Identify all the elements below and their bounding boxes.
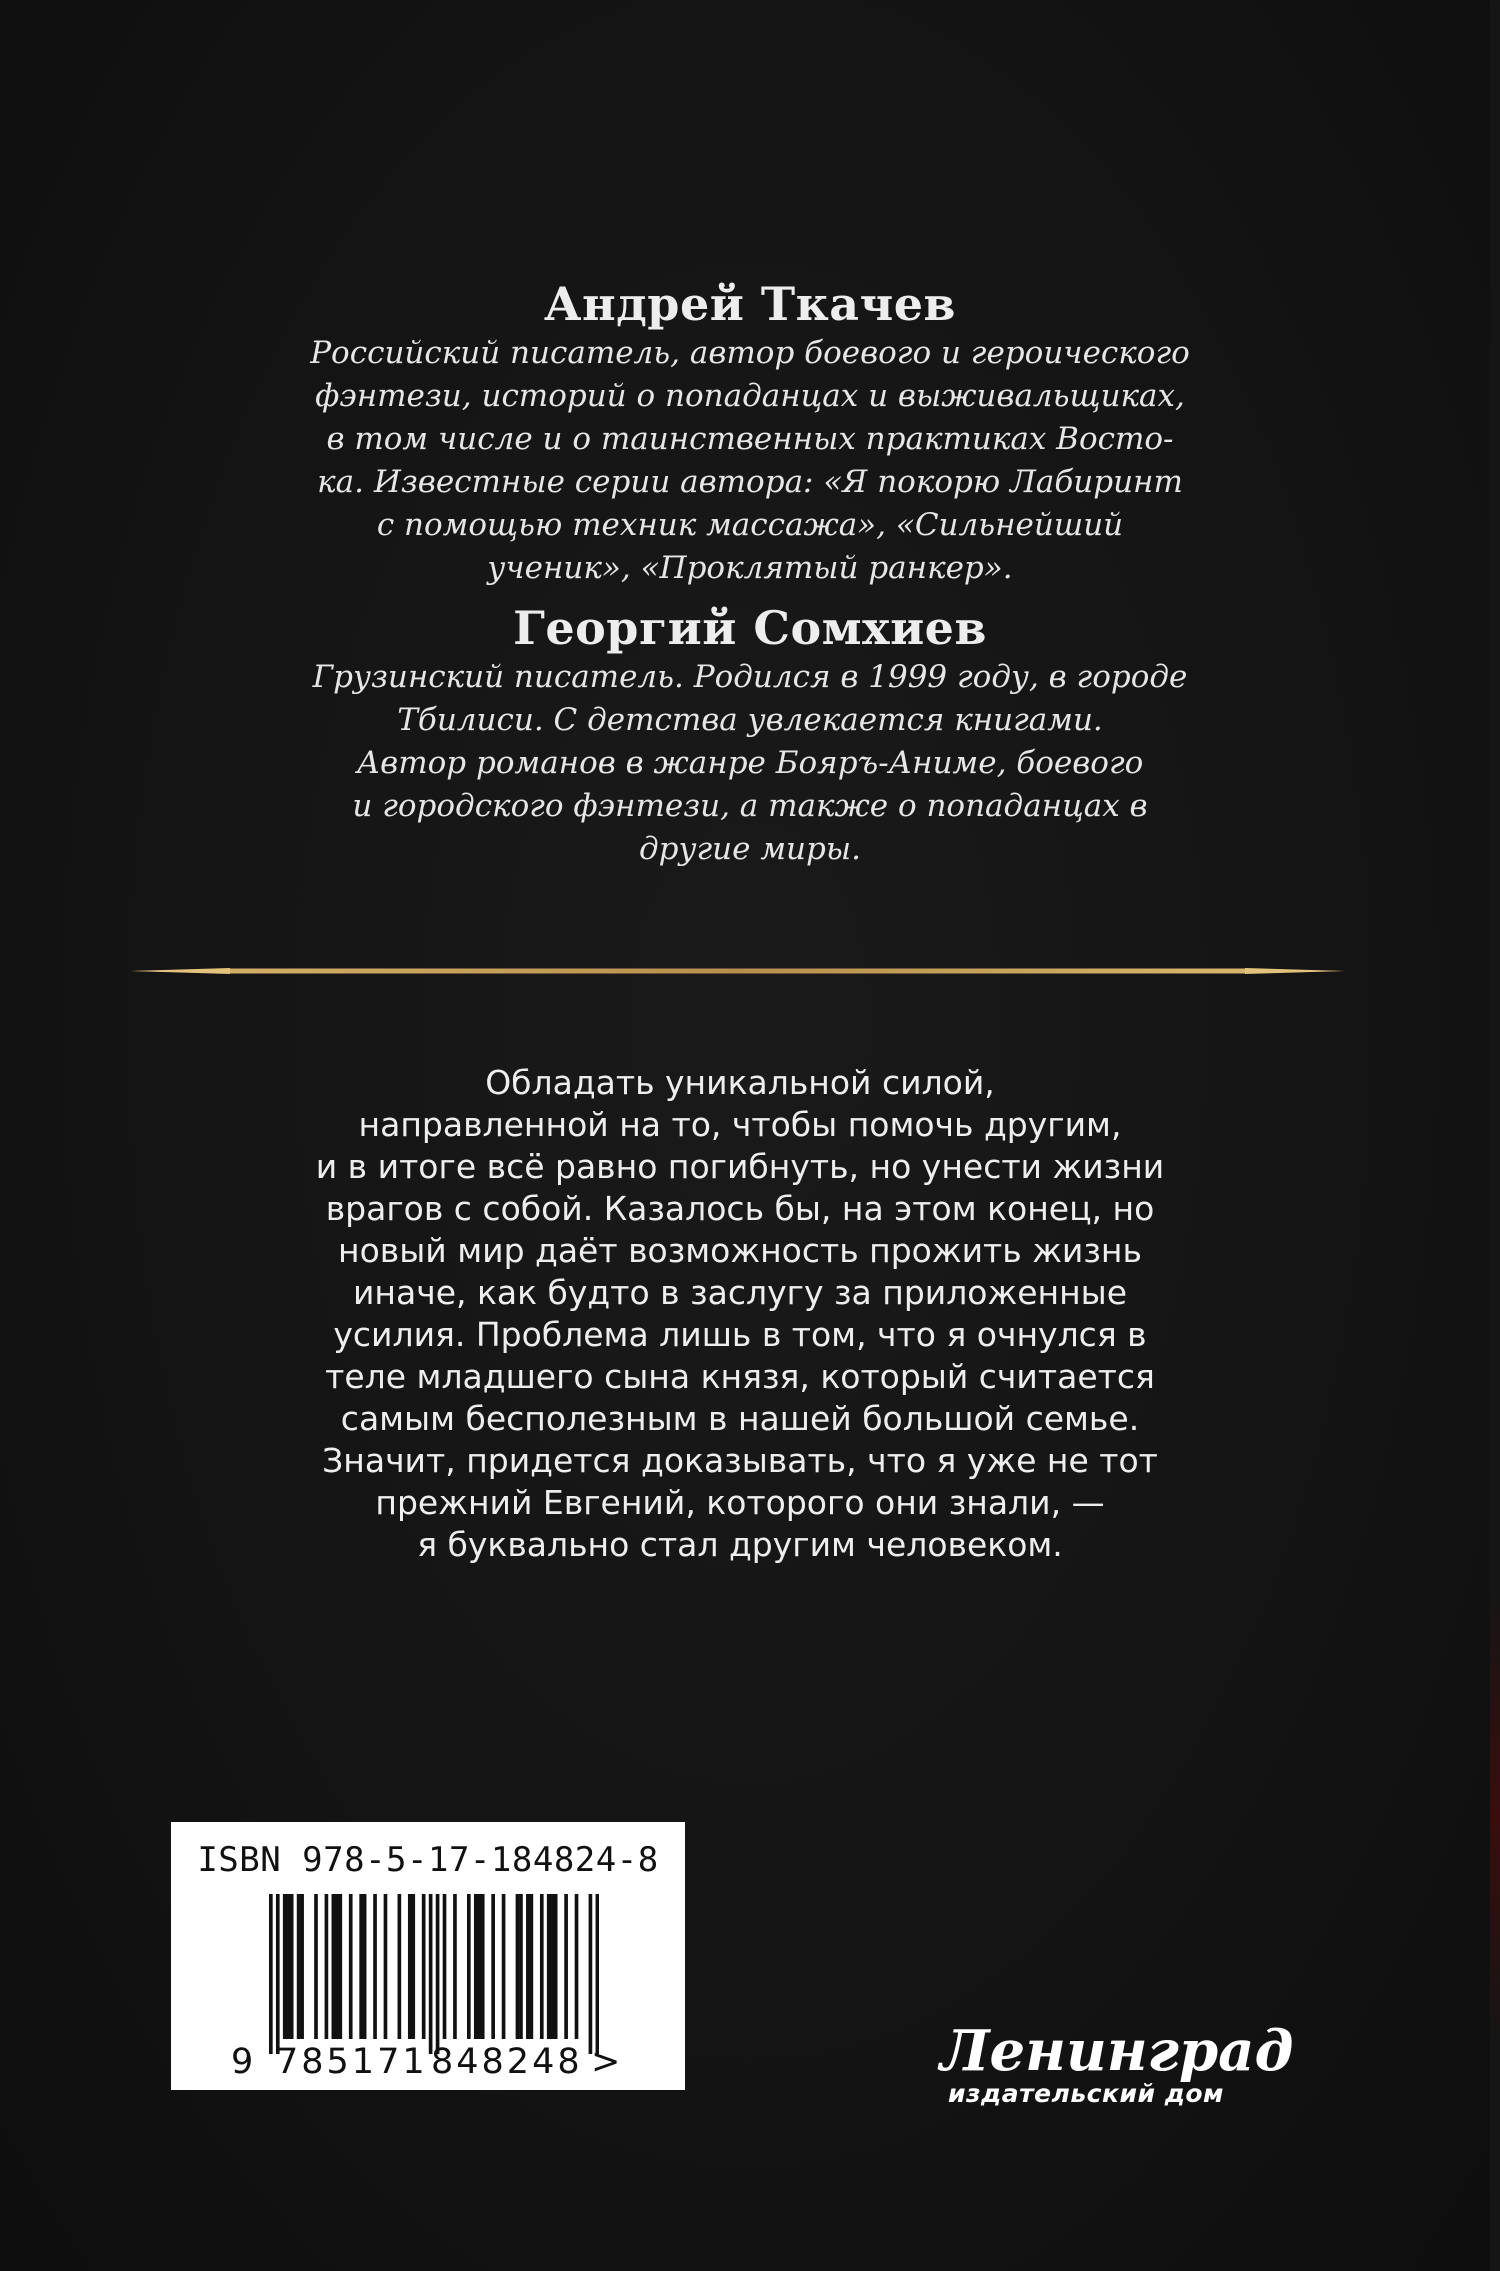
barcode-bar [589,1894,593,2054]
barcode-bar [300,1894,304,2039]
barcode-bar [575,1894,579,2039]
barcode-bar [491,1894,495,2039]
barcode-bar [314,1894,318,2039]
publisher-name: Ленинград [940,2018,1294,2084]
author-bio [200,332,1300,590]
annotation-line: и в итоге всё равно погибнуть, но унести жизни [315,1147,1165,1186]
barcode-bar [443,1894,447,2039]
ean-left-digits: 785171 [276,2042,428,2082]
gold-divider [130,967,1345,975]
annotation-line: усилия. Проблема лишь в том, что я очнулся в [333,1315,1147,1354]
barcode-bar [502,1894,506,2039]
barcode-bar [436,1894,440,2054]
barcode-bar [474,1894,478,2039]
barcode-bar [564,1894,568,2039]
author-block-1 [200,276,1300,590]
barcode-bar [398,1894,402,2039]
bio-line: и городского фэнтези, а также о попаданцах в [352,788,1148,824]
annotation-line: врагов с собой. Казалось бы, на этом конец, но [325,1189,1155,1228]
barcode-bar [408,1894,412,2039]
author-bio [200,656,1300,871]
barcode-bar [429,1894,433,2054]
annotation-line: самым бесполезным в нашей большой семье. [340,1399,1140,1438]
barcode-bar [467,1894,471,2039]
bio-line: Тбилиси. С детства увлекается книгами. [397,702,1103,738]
barcode-box [171,1822,685,2090]
barcode-bar [526,1894,530,2039]
annotation-line: иначе, как будто в заслугу за приложенные [352,1273,1128,1312]
barcode-bar [554,1894,558,2039]
barcode-bar [332,1894,336,2039]
ean-first-digit: 9 [231,2042,254,2082]
barcode-bar [547,1894,551,2039]
bio-line: в том числе и о таинственных практиках Восто- [326,421,1174,457]
annotation-line: новый мир даёт возможность прожить жизнь [338,1231,1142,1270]
barcode-bar [286,1894,290,2039]
bio-line: ученик», «Проклятый ранкер». [487,550,1013,586]
barcode-bar [269,1894,273,2054]
bio-line: Российский писатель, автор боевого и героического [310,335,1190,371]
barcode-bar [276,1894,280,2054]
barcode-bar [422,1894,426,2039]
barcode-bar [516,1894,520,2039]
annotation-line: я буквально стал другим человеком. [417,1525,1063,1564]
annotation [150,1062,1330,1566]
barcode-bar [349,1894,353,2039]
barcode-bar [540,1894,544,2039]
isbn-label: ISBN 978-5-17-184824-8 [197,1840,659,1880]
bio-line: с помощью техник массажа», «Сильнейший [376,507,1124,543]
barcode-bar [363,1894,367,2039]
author-block-2 [200,600,1300,871]
annotation-line: Обладать уникальной силой, [485,1063,995,1102]
barcode-bar [477,1894,481,2039]
barcode-bar [519,1894,523,2039]
bio-line: Автор романов в жанре Бояръ-Аниме, боевого [356,745,1144,781]
barcode-bar [335,1894,339,2039]
author-name: Андрей Ткачев [543,277,956,331]
ean-arrow: > [591,2042,621,2082]
barcode-bar [481,1894,485,2039]
ean-right-digits: 848248 [431,2042,583,2082]
barcode-bars [269,1894,599,2054]
cover-edge [1490,0,1500,2271]
annotation-line: теле младшего сына князя, который считается [325,1357,1155,1396]
publisher-logo [940,2018,1294,2108]
bio-line: фэнтези, историй о попаданцах и выживальщиках, [315,378,1185,414]
barcode-bar [325,1894,329,2039]
barcode-bar [384,1894,388,2039]
barcode-bar [283,1894,287,2039]
barcode-bar [373,1894,377,2039]
annotation-line: прежний Евгений, которого они знали, — [375,1483,1105,1522]
barcode-bar [453,1894,457,2039]
barcode-bar [290,1894,294,2039]
barcode-bar [596,1894,599,2054]
bio-line: другие миры. [639,831,861,867]
annotation-line: Значит, придется доказывать, что я уже не тот [322,1441,1158,1480]
bio-line: Грузинский писатель. Родился в 1999 году, в городе [312,659,1188,695]
barcode-bar [297,1894,301,2039]
bio-line: ка. Известные серии автора: «Я покорю Лабиринт [317,464,1183,500]
barcode-bar [550,1894,554,2039]
barcode-bar [359,1894,363,2039]
barcode-bar [530,1894,534,2039]
barcode-bar [338,1894,342,2039]
author-name: Георгий Сомхиев [513,601,987,655]
publisher-subtitle: издательский дом [948,2079,1224,2108]
barcode-bar [411,1894,415,2039]
annotation-line: направленной на то, чтобы помочь другим, [358,1105,1122,1144]
